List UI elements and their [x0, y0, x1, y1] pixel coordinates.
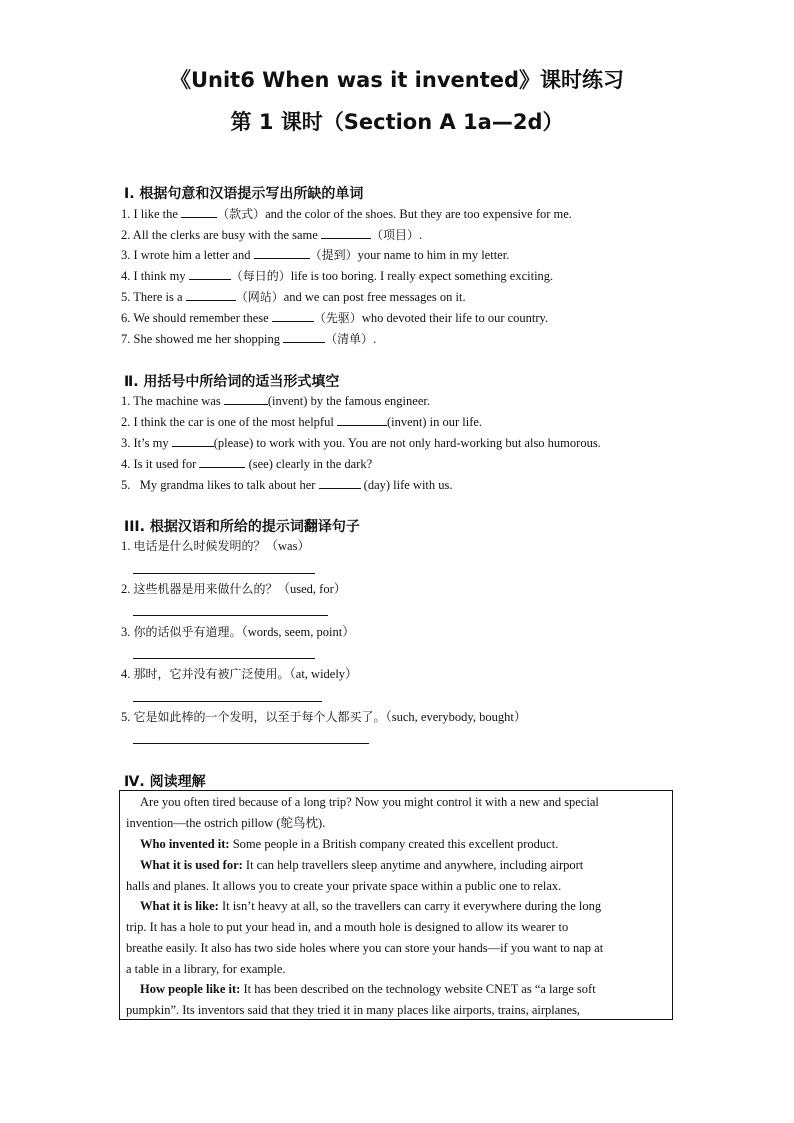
- s3-item-3: 3. 你的话似乎有道理。（words, seem, point）: [121, 625, 355, 639]
- passage-line-2: invention—the ostrich pillow (鸵鸟枕).: [126, 816, 326, 830]
- answer-blank[interactable]: [272, 309, 314, 322]
- passage-line-3: Who invented it: Some people in a British company created this excellent product.: [140, 837, 559, 851]
- s1-item-1: 1. I like the （款式）and the color of the shoes. But they are too expensive for me.: [121, 207, 572, 221]
- answer-blank[interactable]: [186, 288, 236, 301]
- s1-item-2: 2. All the clerks are busy with the same （项目）.: [121, 228, 423, 242]
- answer-line[interactable]: [133, 701, 322, 702]
- passage-line-6: What it is like: It isn’t heavy at all, so the travellers can carry it everywhere during the long: [140, 899, 602, 913]
- s1-item-4: 4. I think my （每日的）life is too boring. I really expect something exciting.: [121, 269, 554, 283]
- s2-item-4: 4. Is it used for (see) clearly in the dark?: [121, 457, 373, 471]
- s1-item-6: 6. We should remember these （先驱）who devoted their life to our country.: [121, 311, 549, 325]
- s2-item-3: 3. It’s my (please) to work with you. You are not only hard-working but also humorous.: [121, 436, 601, 450]
- answer-blank[interactable]: [319, 476, 361, 489]
- s1-item-7: 7. She showed me her shopping （清单）.: [121, 332, 377, 346]
- passage-line-11: pumpkin”. Its inventors said that they tried it in many places like airports, trains, airplanes,: [126, 1003, 581, 1017]
- answer-blank[interactable]: [189, 267, 231, 280]
- answer-blank[interactable]: [199, 455, 245, 468]
- s2-item-2: 2. I think the car is one of the most helpful (invent) in our life.: [121, 415, 483, 429]
- worksheet-title: 《Unit6 When was it invented》课时练习: [169, 68, 625, 92]
- answer-blank[interactable]: [254, 246, 310, 259]
- answer-line[interactable]: [133, 743, 369, 744]
- s1-item-3: 3. I wrote him a letter and （提到）your name to him in my letter.: [121, 248, 510, 262]
- section-3-heading: III. 根据汉语和所给的提示词翻译句子: [124, 519, 360, 535]
- answer-blank[interactable]: [172, 434, 214, 447]
- section-1-heading: Ⅰ. 根据句意和汉语提示写出所缺的单词: [124, 186, 364, 202]
- answer-line[interactable]: [133, 573, 315, 574]
- passage-line-8: breathe easily. It also has two side holes where you can store your hands—if you want to nap at: [126, 941, 604, 955]
- answer-blank[interactable]: [224, 392, 268, 405]
- answer-line[interactable]: [133, 615, 328, 616]
- s3-item-4: 4. 那时，它并没有被广泛使用。（at, widely）: [121, 667, 358, 681]
- section-2-heading: Ⅱ. 用括号中所给词的适当形式填空: [124, 374, 340, 390]
- s2-item-1: 1. The machine was (invent) by the famous engineer.: [121, 394, 430, 408]
- passage-line-5: halls and planes. It allows you to create your private space within a public one to relax.: [126, 879, 562, 893]
- s2-item-5: 5. My grandma likes to talk about her (day) life with us.: [121, 478, 453, 492]
- answer-blank[interactable]: [283, 330, 325, 343]
- s1-item-5: 5. There is a （网站）and we can post free messages on it.: [121, 290, 466, 304]
- answer-blank[interactable]: [181, 205, 217, 218]
- passage-line-4: What it is used for: It can help travellers sleep anytime and anywhere, including airport: [140, 858, 584, 872]
- answer-blank[interactable]: [321, 226, 371, 239]
- passage-line-10: How people like it: It has been described on the technology website CNET as “a large soft: [140, 982, 596, 996]
- section-4-heading: Ⅳ. 阅读理解: [124, 774, 206, 790]
- passage-line-7: trip. It has a hole to put your head in, and a mouth hole is designed to allow its wearer to: [126, 920, 569, 934]
- s3-item-5: 5. 它是如此棒的一个发明，以至于每个人都买了。（such, everybody, bought）: [121, 710, 527, 724]
- answer-line[interactable]: [133, 658, 315, 659]
- s3-item-2: 2. 这些机器是用来做什么的？（used, for）: [121, 582, 347, 596]
- passage-line-9: a table in a library, for example.: [126, 962, 286, 976]
- s3-item-1: 1. 电话是什么时候发明的？（was）: [121, 539, 310, 553]
- lesson-subtitle: 第 1 课时（Section A 1a—2d）: [230, 110, 564, 134]
- answer-blank[interactable]: [337, 413, 387, 426]
- passage-line-1: Are you often tired because of a long trip? Now you might control it with a new and special: [140, 795, 599, 809]
